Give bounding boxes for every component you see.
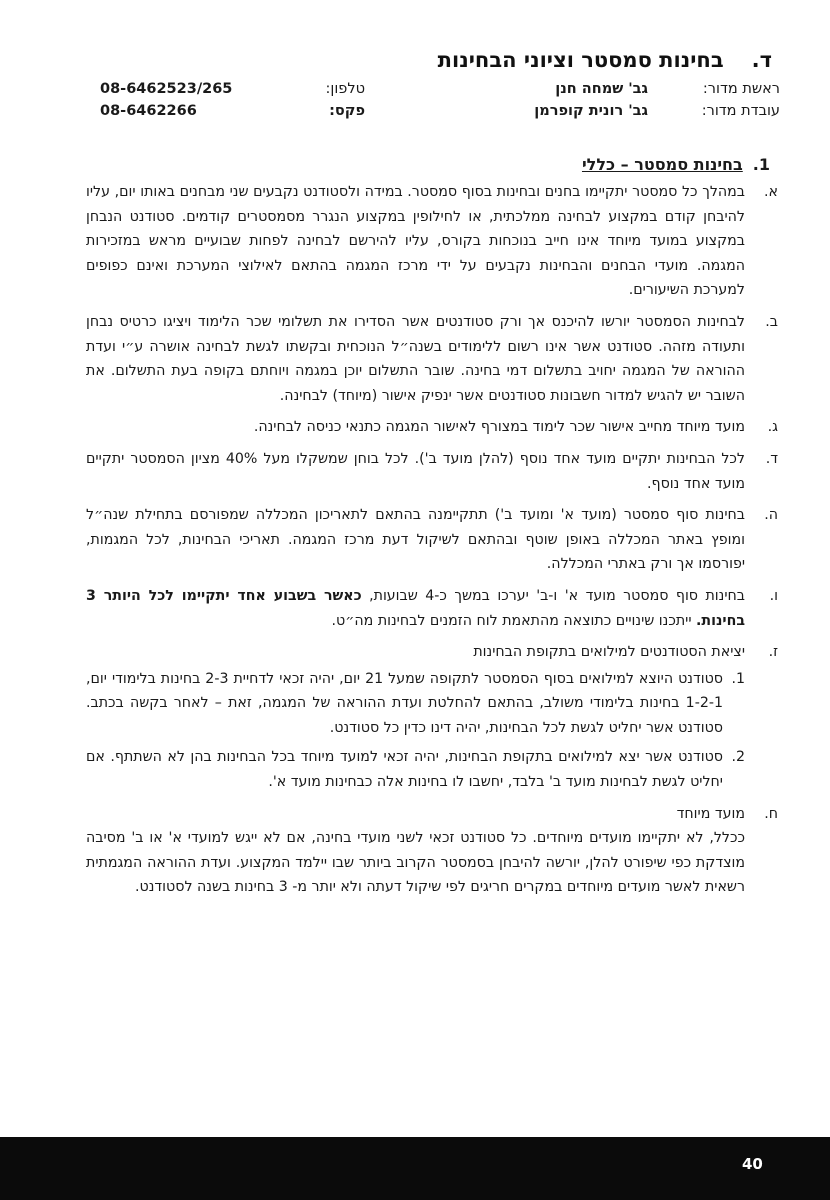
phone-label: טלפון:: [325, 81, 365, 97]
item-marker: ו.: [769, 587, 778, 604]
contact-role: עובדת מדור:: [701, 103, 780, 119]
list-item: [86, 415, 778, 440]
subsection-number: 1.: [752, 155, 770, 174]
item-text: במהלך כל סמסטר יתקיימו בחנים ובחינות בסוף סמסטר. במידה ולסטודנט נקבעים שני מבחנים באותו יום, עליו להיבחן קודם במקצוע לבחינה ממלכתית, או לחילופין במקצוע הנגרר מסמסטרים קודמים. סטודנט הנבחן במקצוע במועד מיוחד אינו חייב בנוכחות בקורס, עליו להירשם לבחינה לפחות שבועיים מראש במזכירות המגמה. מועדי הבחנים והבחינות נקבעים על ידי מרכז המגמה בהתאם לאילוצי המערכת ואינם כפופים למערכת השיעורים.: [86, 184, 745, 299]
contact-row-head: [100, 81, 780, 103]
item-marker: ח.: [764, 805, 778, 822]
subsection-heading: [582, 155, 770, 174]
item-marker: א.: [764, 184, 778, 200]
item-title: מועד מיוחד: [676, 805, 745, 822]
contact-name: גב' שמחה חנן: [555, 81, 648, 97]
section-letter: ד.: [751, 48, 772, 72]
item-marker: ג.: [767, 419, 778, 436]
sub-item-marker: 1.: [731, 670, 745, 687]
item-text: יציאת הסטודנטים למילואים בתקופת הבחינות: [473, 644, 745, 661]
item-text: בחינות סוף סמסטר (מועד א' ומועד ב') תתקיימנה בהתאם לתאריכון המכללה שמפורסם בתחילת שנה״ל ומופץ באתר המכללה באופן שוטף ובהתאם לשיקול דעת מרכז המגמה. תאריכי הבחינות, לכל המגמות, יפורסמו אך ורק באתרי המכללה.: [86, 507, 745, 573]
item-text-part: ייתכנו שינויים כתוצאה מהתאמת לוח הזמנים לבחינות מה״ט.: [331, 612, 697, 629]
list-item: [86, 802, 778, 900]
fax-number: 08-6462266: [100, 103, 197, 119]
item-marker: ב.: [765, 313, 778, 330]
sub-list-item: [86, 745, 745, 794]
item-text-part: בחינות סוף סמסטר מועד א' ו-ב' יערכו במשך כ-4 שבועות,: [361, 587, 745, 604]
fax-label: פקס:: [329, 103, 365, 119]
reserve-sublist: [86, 667, 745, 795]
item-text: מועד מיוחד מחייב אישור שכר לימוד במצורף לאישור המגמה כתנאי כניסה לבחינה.: [253, 419, 745, 436]
phone-number: 08-6462523/265: [100, 81, 233, 97]
item-marker: ה.: [764, 507, 778, 524]
item-text: לכל הבחינות יתקיים מועד אחד נוסף (להלן מועד ב'). לכל בוחן שמשקלו מעל 40% מציון הסמסטר יתקיים מועד אחד נוסף.: [86, 450, 745, 492]
item-marker: ד.: [765, 450, 778, 467]
rules-list: [86, 180, 778, 907]
contact-block: [100, 81, 780, 125]
list-item: [86, 180, 778, 303]
sub-list-item: [86, 667, 745, 741]
section-title: בחינות סמסטר וציוני הבחינות: [437, 48, 724, 72]
contact-row-staff: [100, 103, 780, 125]
item-marker: ז.: [768, 644, 778, 661]
sub-item-marker: 2.: [731, 749, 745, 766]
item-text: ככלל, לא יתקיימו מועדים מיוחדים. כל סטודנט זכאי לשני מועדי בחינה, אם לא ייגש למועדי א' או ב' מסיבה מוצדקת כפי שיפורט להלן, יורשה להיבחן בסמסטר הקרוב ביותר שבו יילמד המקצוע. ועדת ההוראה המגמתית רשאית לאשר מועדים מיוחדים במקרים חריגים לפי שיקול דעתה ולא יותר מ- 3 בחינות בשנה לסטודנט.: [86, 830, 745, 896]
list-item: [86, 447, 778, 496]
list-item: [86, 503, 778, 577]
subsection-title: בחינות סמסטר – כללי: [581, 155, 743, 174]
section-heading: [438, 48, 772, 72]
list-item: [86, 310, 778, 408]
list-item: [86, 640, 778, 795]
contact-name: גב' רונית קופרמן: [534, 103, 648, 119]
sub-item-text: סטודנט אשר יצא למילואים בתקופת הבחינות, יהיה זכאי למועד מיוחד בכל הבחינות בהן לא השתתף. אם יחליט לגשת לבחינות מועד ב' בלבד, יחשבו לו בחינות אלה כבחינות מועד א'.: [86, 749, 723, 791]
footer-bar: [0, 1137, 830, 1200]
sub-item-text: סטודנט היוצא למילואים בסוף הסמסטר לתקופה שמעל 21 יום, יהיה זכאי לדחיית 2-3 בחינות בלימודי יום, 1-2-1 בחינות בלימודי משולב, בהתאם להחלטת ועדת ההוראה של המגמה, זאת – לאחר בקשה בכתב. סטודנט אשר יחליט לגשת לכל הבחינות, יהיה דינו כדין כל סטודנט.: [86, 670, 723, 736]
item-text: לבחינות הסמסטר יורשו להיכנס אך ורק סטודנטים אשר הסדירו את תשלומי שכר הלימוד ויציגו כרטיס נבחן ותעודה מזהה. סטודנט אשר אינו רשום ללימודים בשנה״ל הנוכחית ובקשתו לגשת לבחינה אושרה ע״י ועדת ההוראה של המגמה יחויב בתשלום דמי בחינה. שובר התשלום יוכן במגמה ויוחתם בקופה בעת התשלום. את השובר יש להגיש למדור חשבונות סטודנטים אשר ינפיק אישור (מיוחד) לבחינה.: [86, 313, 745, 404]
list-item: [86, 584, 778, 633]
contact-role: ראשת מדור:: [702, 81, 780, 97]
item-text-bold: כאשר בשבוע אחד יתקיימו לכל היותר 3 בחינות.: [86, 587, 745, 629]
item-text: [86, 584, 745, 633]
page-number: 40: [742, 1155, 763, 1173]
